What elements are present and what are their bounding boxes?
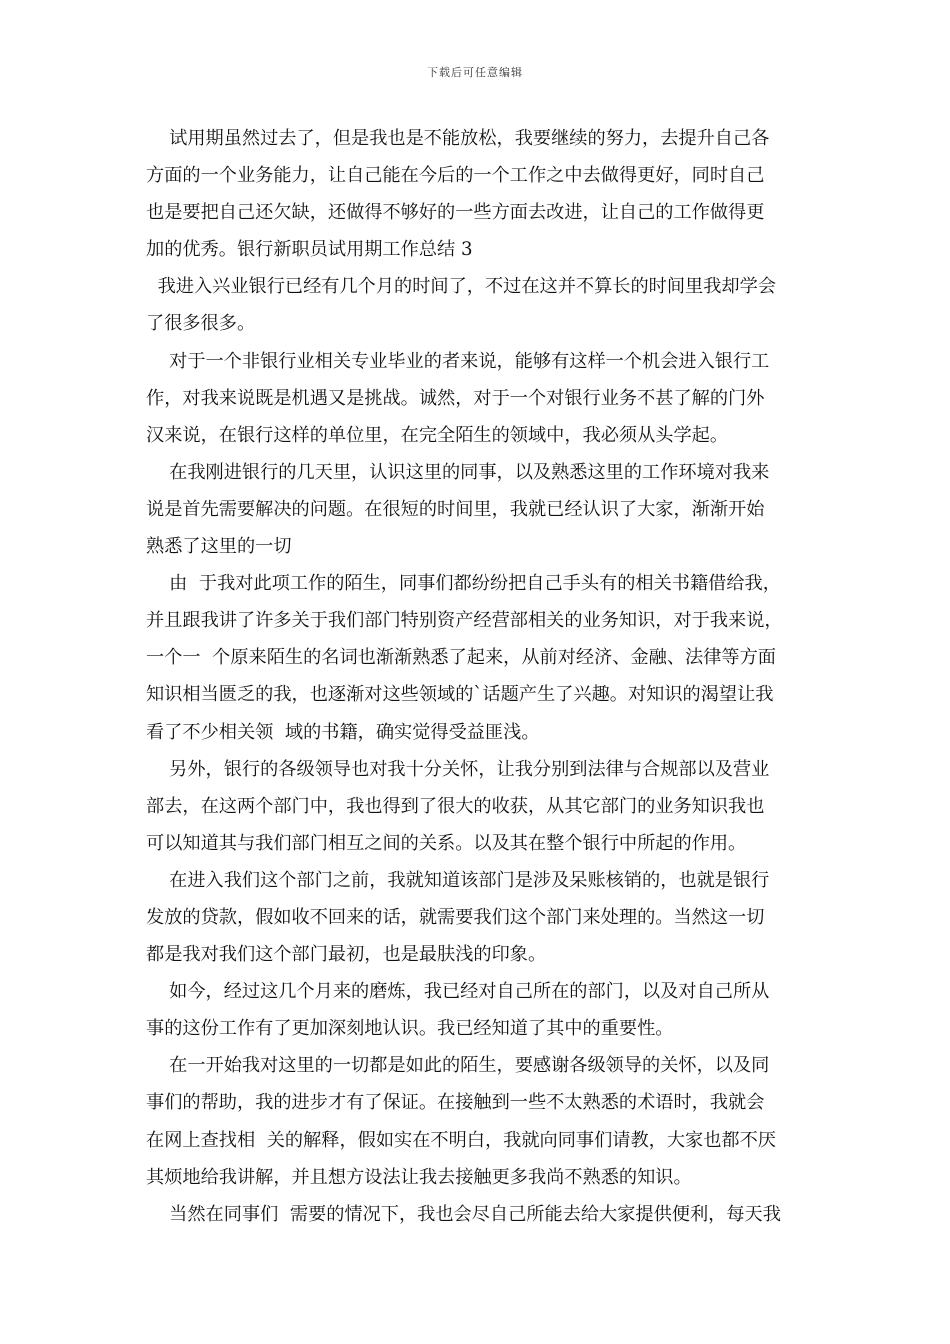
text-line: 事们的帮助，我的进步才有了保证。在接触到一些不太熟悉的术语时，我就会: [146, 1092, 765, 1114]
text-line: 部去，在这两个部门中，我也得到了很大的收获，从其它部门的业务知识我也: [146, 795, 765, 817]
text-line: 当然在同事们 需要的情况下，我也会尽自己所能去给大家提供便利，每天我: [146, 1203, 781, 1225]
text-line: 在网上查找相 关的解释，假如实在不明白，我就向同事们请教，大家也都不厌: [146, 1129, 776, 1151]
text-line: 在一开始我对这里的一切都是如此的陌生，要感谢各级领导的关怀，以及同: [146, 1055, 770, 1077]
text-line: 加的优秀。银行新职员试用期工作总结 3: [146, 239, 473, 261]
text-line: 看了不少相关领 域的书籍，确实觉得受益匪浅。: [146, 721, 540, 743]
text-line: 事的这份工作有了更加深刻地认识。我已经知道了其中的重要性。: [146, 1018, 674, 1040]
text-line: 另外，银行的各级领导也对我十分关怀，让我分别到法律与合规部以及营业: [146, 758, 770, 780]
text-line: 如今，经过这几个月来的磨炼，我已经对自己所在的部门，以及对自己所从: [146, 981, 770, 1003]
text-line: 熟悉了这里的一切: [146, 536, 292, 558]
text-line: 可以知道其与我们部门相互之间的关系。以及其在整个银行中所起的作用。: [146, 832, 747, 854]
text-line: 作，对我来说既是机遇又是挑战。诚然，对于一个对银行业务不甚了解的门外: [146, 387, 765, 409]
text-line: 由 于我对此项工作的陌生，同事们都纷纷把自己手头有的相关书籍借给我，: [146, 573, 781, 595]
text-line: 在进入我们这个部门之前，我就知道该部门是涉及呆账核销的，也就是银行: [146, 869, 770, 891]
text-line: 汉来说，在银行这样的单位里，在完全陌生的领域中，我必须从头学起。: [146, 424, 729, 446]
text-line: 我进入兴业银行已经有几个月的时间了，不过在这并不算长的时间里我却学会: [146, 276, 776, 298]
text-line: 试用期虽然过去了，但是我也是不能放松，我要继续的努力，去提升自己各: [146, 128, 770, 149]
text-line: 并且跟我讲了许多关于我们部门特别资产经营部相关的业务知识，对于我来说，: [146, 610, 783, 632]
text-line: 发放的贷款，假如收不回来的话，就需要我们这个部门来处理的。当然这一切: [146, 906, 765, 928]
text-line: 对于一个非银行业相关专业毕业的者来说，能够有这样一个机会进入银行工: [146, 350, 770, 372]
text-line: 在我刚进银行的几天里，认识这里的同事，以及熟悉这里的工作环境对我来: [146, 461, 770, 483]
text-line: 也是要把自己还欠缺，还做得不够好的一些方面去改进，让自己的工作做得更: [146, 202, 765, 224]
text-line: 了很多很多。: [146, 313, 256, 335]
text-line: 都是我对我们这个部门最初，也是最肤浅的印象。: [146, 944, 547, 966]
text-line: 一个一 个原来陌生的名词也渐渐熟悉了起来，从前对经济、金融、法律等方面: [146, 647, 776, 669]
text-line: 说是首先需要解决的问题。在很短的时间里，我就已经认识了大家，渐渐开始: [146, 498, 765, 520]
text-line: 知识相当匮乏的我，也逐渐对这些领域的`话题产生了兴趣。对知识的渴望让我: [146, 684, 774, 706]
text-line: 其烦地给我讲解，并且想方设法让我去接触更多我尚不熟悉的知识。: [146, 1166, 692, 1188]
page-header: 下载后可任意编辑: [427, 66, 523, 79]
body-text: [146, 120, 810, 1233]
text-line: 方面的一个业务能力，让自己能在今后的一个工作之中去做得更好，同时自己: [146, 165, 765, 187]
